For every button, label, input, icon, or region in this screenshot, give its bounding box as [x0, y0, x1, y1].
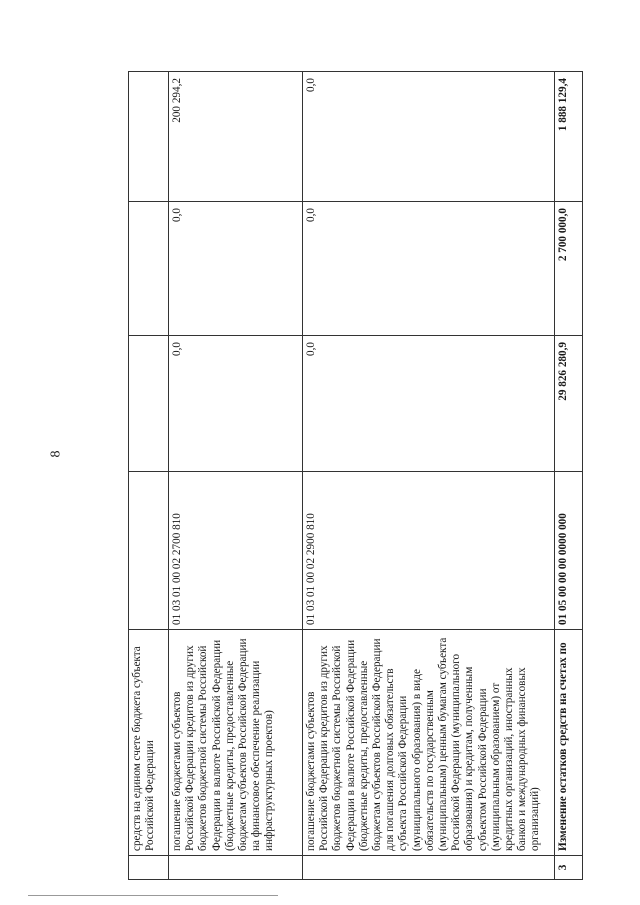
row-code: 01 03 01 00 02 2900 810 — [303, 472, 555, 630]
row-name: средств на едином счете бюджета субъекта Российской Федерации — [129, 630, 169, 856]
table-row — [169, 72, 303, 880]
row-code — [129, 472, 169, 630]
row-value-2 — [129, 202, 169, 336]
row-code: 01 05 00 00 00 0000 000 — [555, 472, 583, 630]
table-row — [303, 72, 555, 880]
table-row — [555, 72, 583, 880]
row-value-1 — [129, 336, 169, 472]
row-name: погашение бюджетами субъектов Российской Федерации кредитов из других бюджетов бюджетной системы Российской Федерации в валюте Российской Федерации (бюджетные кредиты, предоставленные бюджетам субъектов Российской Федерации на финансовое обеспечение реализации инфраструктурных проектов) — [169, 630, 303, 856]
row-value-3 — [129, 72, 169, 202]
row-value-2: 0,0 — [303, 202, 555, 336]
row-number — [169, 856, 303, 880]
row-value-3: 200 294,2 — [169, 72, 303, 202]
row-value-2: 0,0 — [169, 202, 303, 336]
row-value-1: 0,0 — [303, 336, 555, 472]
row-name: Изменение остатков средств на счетах по — [555, 630, 583, 856]
row-name: погашение бюджетами субъектов Российской Федерации кредитов из других бюджетов бюджетной системы Российской Федерации в валюте Российской Федерации (бюджетные кредиты, предоставленные бюджетам субъектов Российской Федерации для погашения долговых обязательств субъекта Российской Федерации (муниципального образования) в виде обязательств по государственным (муниципальным) ценным бумагам субъекта Российской Федерации (муниципального образования) и кредитам, полученным субъектом Российской Федерации (муниципальным образованием) от кредитных организаций, иностранных банков и международных финансовых организаций) — [303, 630, 555, 856]
row-value-2: 2 700 000,0 — [555, 202, 583, 336]
rotated-page-content — [122, 58, 590, 886]
budget-sources-table — [128, 71, 583, 880]
row-value-1: 0,0 — [169, 336, 303, 472]
page-number: 8 — [48, 450, 64, 458]
row-code: 01 03 01 00 02 2700 810 — [169, 472, 303, 630]
table-row — [129, 72, 169, 880]
row-number — [303, 856, 555, 880]
row-value-1: 29 826 280,9 — [555, 336, 583, 472]
row-number — [129, 856, 169, 880]
row-number: 3 — [555, 856, 583, 880]
footer-rule — [28, 895, 278, 896]
row-value-3: 0,0 — [303, 72, 555, 202]
row-value-3: 1 888 129,4 — [555, 72, 583, 202]
